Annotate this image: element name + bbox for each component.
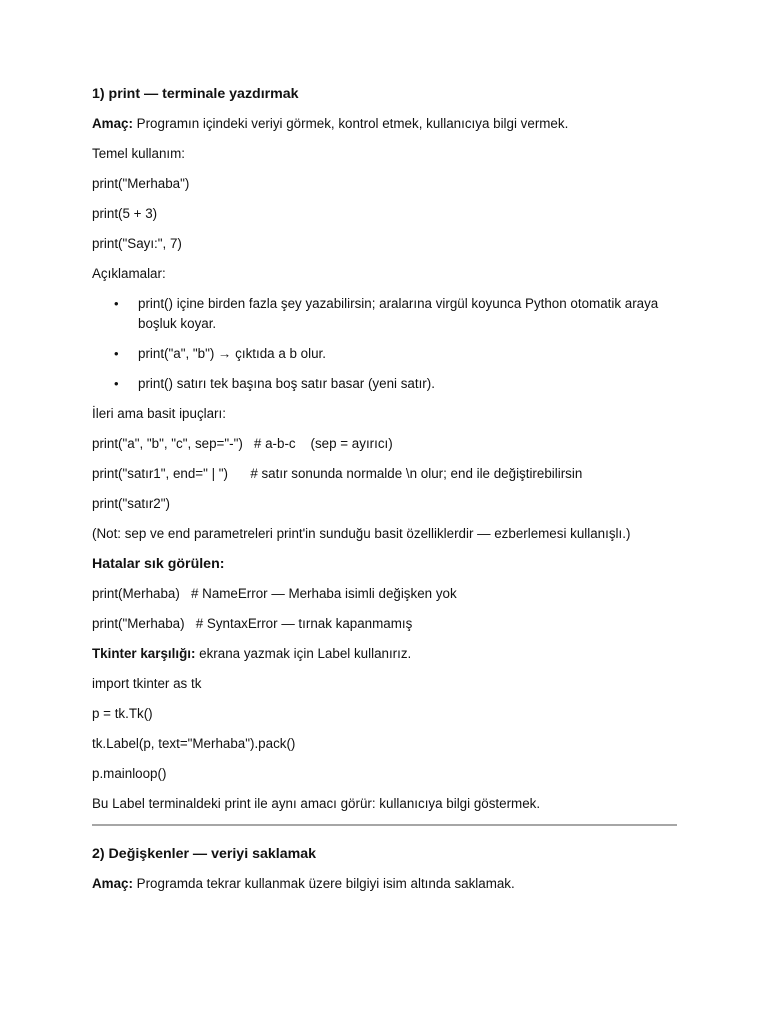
basic-usage-line-3: print("Sayı:", 7) bbox=[92, 236, 182, 251]
tkinter-code-line-4: p.mainloop() bbox=[92, 766, 167, 781]
explanation-item bbox=[92, 374, 677, 394]
section1-purpose-text: Programın içindeki veriyi görmek, kontrol etmek, kullanıcıya bilgi vermek. bbox=[132, 116, 569, 131]
tip-line-3: print("satır2") bbox=[92, 496, 170, 511]
tkinter-code-line-3: tk.Label(p, text="Merhaba").pack() bbox=[92, 736, 296, 751]
tip-note: (Not: sep ve end parametreleri print'in sunduğu basit özelliklerdir — ezberlemesi kullanışlı.) bbox=[92, 526, 631, 541]
basic-usage-line-2: print(5 + 3) bbox=[92, 206, 158, 221]
errors-heading: Hatalar sık görülen: bbox=[92, 556, 225, 572]
error-line-1: print(Merhaba) # NameError — Merhaba isimli değişken yok bbox=[92, 586, 457, 601]
tips-label: İleri ama basit ipuçları: bbox=[92, 406, 226, 421]
explanations-label: Açıklamalar: bbox=[92, 266, 166, 281]
section1-heading: 1) print — terminale yazdırmak bbox=[92, 86, 299, 102]
explanation-item bbox=[92, 294, 677, 334]
explanation-text-3: print() satırı tek başına boş satır basar (yeni satır). bbox=[138, 376, 435, 391]
tip-line-2: print("satır1", end=" | ") # satır sonunda normalde \n olur; end ile değiştirebilirsin bbox=[92, 466, 583, 481]
document-page bbox=[92, 84, 677, 904]
section2-purpose-label: Amaç: bbox=[92, 876, 133, 891]
section1-purpose-label: Amaç: bbox=[92, 116, 133, 131]
section2-purpose bbox=[92, 874, 677, 894]
explanation-text-1: print() içine birden fazla şey yazabilirsin; aralarına virgül koyunca Python otomatik araya boşluk koyar. bbox=[138, 296, 659, 331]
section-divider bbox=[92, 824, 677, 826]
tkinter-text: ekrana yazmak için Label kullanırız. bbox=[195, 646, 412, 661]
explanations-list bbox=[92, 294, 677, 394]
section1-purpose bbox=[92, 114, 677, 134]
explanation-item bbox=[92, 344, 677, 364]
basic-usage-line-1: print("Merhaba") bbox=[92, 176, 190, 191]
tkinter-closing-text: Bu Label terminaldeki print ile aynı amacı görür: kullanıcıya bilgi göstermek. bbox=[92, 796, 541, 811]
tkinter-code-line-1: import tkinter as tk bbox=[92, 676, 202, 691]
tkinter-intro bbox=[92, 644, 677, 664]
bullet-icon: • bbox=[114, 346, 119, 361]
basic-usage-label: Temel kullanım: bbox=[92, 146, 186, 161]
bullet-icon: • bbox=[114, 296, 119, 311]
error-line-2: print("Merhaba) # SyntaxError — tırnak kapanmamış bbox=[92, 616, 413, 631]
tkinter-code-line-2: p = tk.Tk() bbox=[92, 706, 153, 721]
bullet-icon: • bbox=[114, 376, 119, 391]
tip-line-1: print("a", "b", "c", sep="-") # a-b-c (sep = ayırıcı) bbox=[92, 436, 393, 451]
tkinter-label: Tkinter karşılığı: bbox=[92, 646, 196, 661]
explanation-text-2: print("a", "b") → çıktıda a b olur. bbox=[138, 346, 326, 361]
section2-heading: 2) Değişkenler — veriyi saklamak bbox=[92, 846, 316, 862]
section2-purpose-text: Programda tekrar kullanmak üzere bilgiyi isim altında saklamak. bbox=[132, 876, 515, 891]
